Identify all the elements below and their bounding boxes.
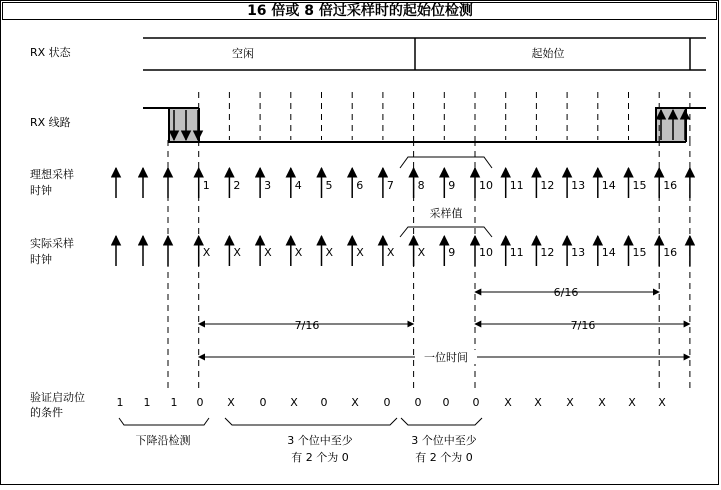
ideal-tick-number: 11: [509, 179, 524, 192]
condition-value: 0: [472, 396, 480, 409]
actual-tick-label: 11: [509, 246, 524, 259]
actual-tick-label: X: [264, 246, 272, 259]
ideal-tick-number: 5: [325, 179, 333, 192]
rx-state-start-bit: 起始位: [531, 47, 565, 60]
actual-tick-label: 15: [632, 246, 647, 259]
ideal-tick-number: 6: [356, 179, 364, 192]
condition-value: X: [566, 396, 574, 409]
actual-tick-label: X: [417, 246, 426, 259]
actual-tick-label: X: [386, 246, 395, 259]
condition-value: 0: [414, 396, 422, 409]
condition-value: 0: [383, 396, 391, 409]
ideal-tick-number: 2: [233, 179, 241, 192]
brace-group2-line1: 3 个位中至少: [411, 434, 477, 447]
condition-value: 1: [170, 396, 178, 409]
ideal-tick-number: 16: [663, 179, 678, 192]
condition-value: X: [534, 396, 542, 409]
ideal-tick-number: 8: [417, 179, 425, 192]
brace-group1-line1: 3 个位中至少: [287, 434, 353, 447]
ideal-tick-number: 9: [448, 179, 456, 192]
condition-value: X: [504, 396, 512, 409]
ideal-sample-clock: [116, 168, 690, 198]
ideal-tick-number: 10: [479, 179, 493, 192]
brace-falling-edge-label: 下降沿检测: [135, 434, 191, 447]
diagram-title: 16 倍或 8 倍过采样时的起始位检测: [247, 3, 473, 19]
actual-tick-label: 16: [663, 246, 678, 259]
ideal-tick-number: 13: [571, 179, 586, 192]
brace-group1-line2: 有 2 个为 0: [291, 451, 349, 464]
ideal-clock-label-2: 时钟: [30, 184, 52, 197]
ideal-tick-number: 7: [386, 179, 394, 192]
ideal-tick-number: 12: [540, 179, 555, 192]
condition-value: X: [598, 396, 606, 409]
rx-state-label: RX 状态: [30, 46, 71, 59]
actual-tick-label: 13: [571, 246, 586, 259]
condition-value: 0: [320, 396, 328, 409]
condition-value: 0: [196, 396, 204, 409]
condition-value: X: [227, 396, 235, 409]
outer-border: [1, 1, 719, 485]
actual-tick-label: X: [356, 246, 364, 259]
ideal-tick-number: 1: [202, 179, 210, 192]
actual-tick-label: 10: [479, 246, 493, 259]
condition-braces: [119, 418, 482, 425]
ideal-clock-label-1: 理想采样: [30, 168, 74, 181]
actual-tick-label: X: [233, 246, 241, 259]
ideal-tick-number: 4: [294, 179, 302, 192]
ideal-tick-number: 14: [601, 179, 616, 192]
actual-clock-label-1: 实际采样: [30, 237, 74, 250]
sample-value-label: 采样值: [429, 207, 463, 220]
condition-value: 1: [143, 396, 151, 409]
duration-6-16: 6/16: [553, 286, 579, 299]
duration-one-bit-time: 一位时间: [424, 351, 468, 364]
duration-7-16-a: 7/16: [294, 319, 320, 332]
duration-7-16-b: 7/16: [570, 319, 596, 332]
ideal-tick-number: 15: [632, 179, 647, 192]
condition-value: X: [351, 396, 359, 409]
actual-tick-label: X: [202, 246, 211, 259]
condition-value: 0: [442, 396, 450, 409]
actual-clock-label-2: 时钟: [30, 253, 52, 266]
condition-value: 0: [259, 396, 267, 409]
rx-line-waveform: [143, 108, 706, 142]
condition-value: X: [290, 396, 298, 409]
condition-value: 1: [116, 396, 124, 409]
condition-value: X: [628, 396, 636, 409]
rx-line-label: RX 线路: [30, 116, 71, 129]
actual-tick-label: 12: [540, 246, 555, 259]
condition-values: [117, 396, 667, 409]
actual-tick-label: 9: [448, 246, 456, 259]
ideal-tick-number: 3: [264, 179, 272, 192]
actual-tick-label: 14: [601, 246, 616, 259]
rx-state-bus: [143, 38, 706, 70]
rx-line-edge-arrows: [174, 110, 685, 140]
conditions-label-1: 验证启动位: [30, 391, 85, 404]
conditions-label-2: 的条件: [30, 406, 63, 419]
sample-guide-lines: [168, 92, 690, 392]
actual-tick-label: X: [325, 246, 334, 259]
rx-state-idle: 空闲: [232, 47, 254, 60]
actual-tick-label: X: [294, 246, 303, 259]
condition-value: X: [658, 396, 666, 409]
brace-group2-line2: 有 2 个为 0: [415, 451, 473, 464]
actual-sample-clock: [116, 236, 690, 266]
duration-arrows: [199, 292, 690, 357]
